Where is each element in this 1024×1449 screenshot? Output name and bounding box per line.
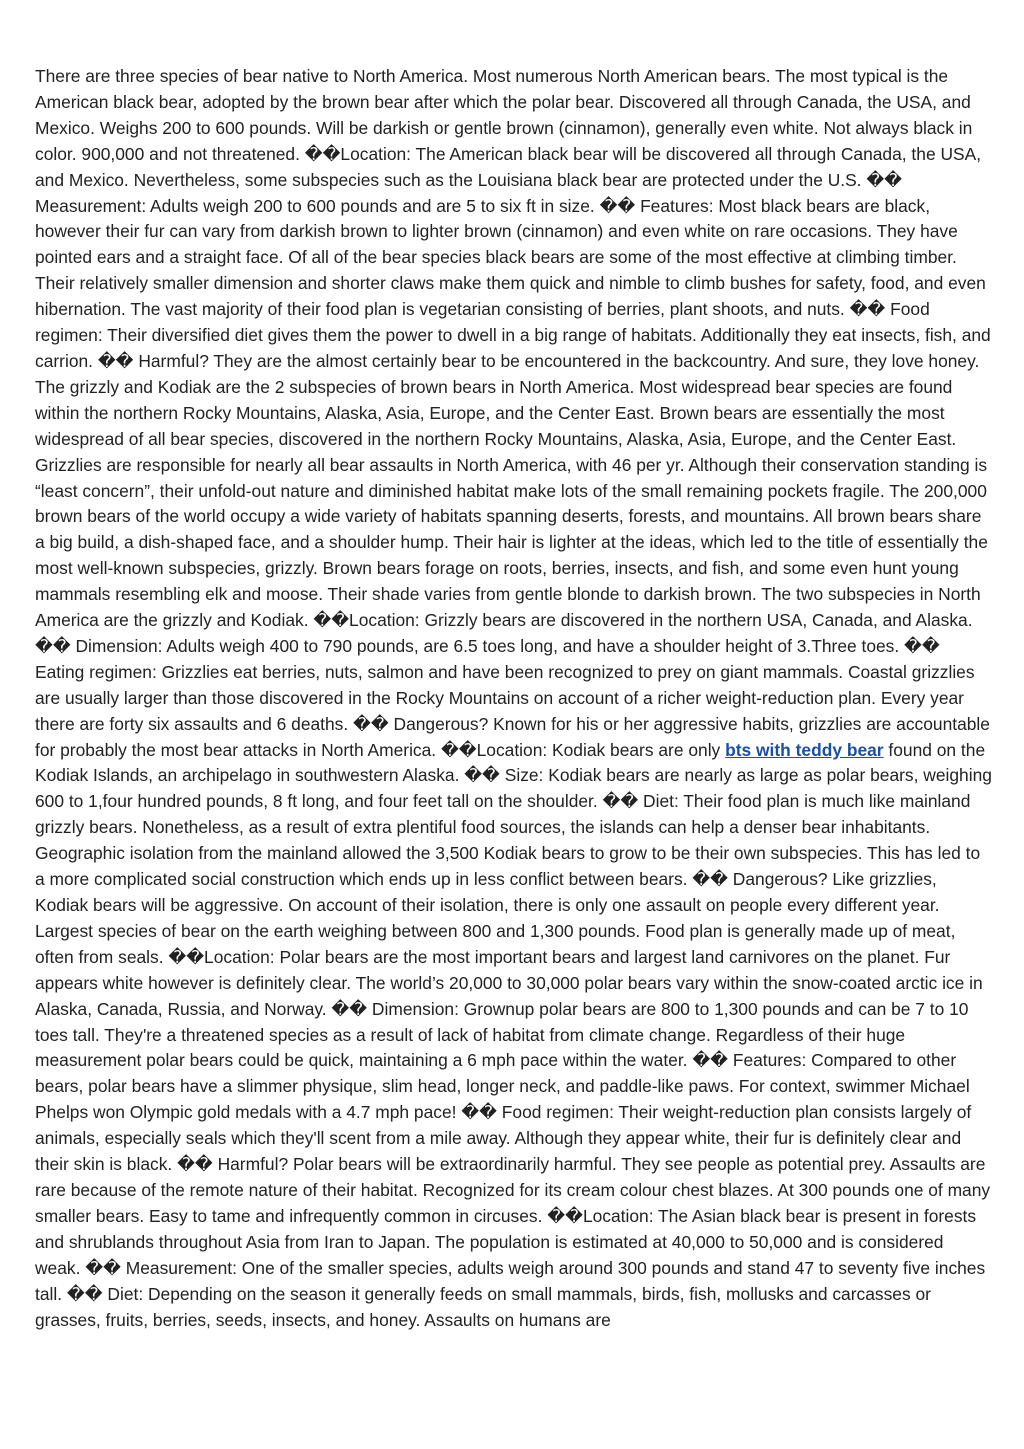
article-page (35, 64, 993, 1333)
article-body (35, 64, 993, 1333)
article-text-after-link: found on the Kodiak Islands, an archipelago in southwestern Alaska. �� Size: Kodiak bears are nearly as large as polar bears, weighing 600 to 1,four hundred pounds, 8 ft long, and four feet tall on the shoulder. �� Diet: Their food plan is much like mainland grizzly bears. Nonetheless, as a result of extra plentiful food sources, the islands can help a denser bear inhabitants. Geographic isolation from the mainland allowed the 3,500 Kodiak bears to grow to be their own subspecies. This has led to a more complicated social construction which ends up in less conflict between bears. �� Dangerous? Like grizzlies, Kodiak bears will be aggressive. On account of their isolation, there is only one assault on people every different year. Largest species of bear on the earth weighing between 800 and 1,300 pounds. Food plan is generally made up of meat, often from seals. ��Location: Polar bears are the most important bears and largest land carnivores on the planet. Fur appears white however is definitely clear. The world’s 20,000 to 30,000 polar bears vary within the snow-coated arctic ice in Alaska, Canada, Russia, and Norway. �� Dimension: Grownup polar bears are 800 to 1,300 pounds and can be 7 to 10 toes tall. They're a threatened species as a result of lack of habitat from climate change. Regardless of their huge measurement polar bears could be quick, maintaining a 6 mph pace within the water. �� Features: Compared to other bears, polar bears have a slimmer physique, slim head, longer neck, and paddle-like paws. For context, swimmer Michael Phelps won Olympic gold medals with a 4.7 mph pace! �� Food regimen: Their weight-reduction plan consists largely of animals, especially seals which they'll scent from a mile away. Although they appear white, their fur is definitely clear and their skin is black. �� Harmful? Polar bears will be extraordinarily harmful. They see people as potential prey. Assaults are rare because of the remote nature of their habitat. Recognized for its cream colour chest blazes. At 300 pounds one of many smaller bears. Easy to tame and infrequently common in circuses. ��Location: The Asian black bear is present in forests and shrublands throughout Asia from Iran to Japan. The population is estimated at 40,000 to 50,000 and is considered weak. �� Measurement: One of the smaller species, adults weigh around 300 pounds and stand 47 to seventy five inches tall. �� Diet: Depending on the season it generally feeds on small mammals, birds, fish, mollusks and carcasses or grasses, fruits, berries, seeds, insects, and honey. Assaults on humans are (35, 739, 992, 1330)
article-text-before-link: There are three species of bear native to North America. Most numerous North American bears. The most typical is the American black bear, adopted by the brown bear after which the polar bear. Discovered all through Canada, the USA, and Mexico. Weighs 200 to 600 pounds. Will be darkish or gentle brown (cinnamon), generally even white. Not always black in color. 900,000 and not threatened. ��Location: The American black bear will be discovered all through Canada, the USA, and Mexico. Nevertheless, some subspecies such as the Louisiana black bear are protected under the U.S. �� Measurement: Adults weigh 200 to 600 pounds and are 5 to six ft in size. �� Features: Most black bears are black, however their fur can vary from darkish brown to lighter brown (cinnamon) and even white on rare occasions. They have pointed ears and a straight face. Of all of the bear species black bears are some of the most effective at climbing timber. Their relatively smaller dimension and shorter claws make them quick and nimble to climb bushes for safety, food, and even hibernation. The vast majority of their food plan is vegetarian consisting of berries, plant shoots, and nuts. �� Food regimen: Their diversified diet gives them the power to dwell in a big range of habitats. Additionally they eat insects, fish, and carrion. �� Harmful? They are the almost certainly bear to be encountered in the backcountry. And sure, they love honey. The grizzly and Kodiak are the 2 subspecies of brown bears in North America. Most widespread bear species are found within the northern Rocky Mountains, Alaska, Asia, Europe, and the Center East. Brown bears are essentially the most widespread of all bear species, discovered in the northern Rocky Mountains, Alaska, Asia, Europe, and the Center East. Grizzlies are responsible for nearly all bear assaults in North America, with 46 per yr. Although their conservation standing is “least concern”, their unfold-out nature and diminished habitat make lots of the small remaining pockets fragile. The 200,000 brown bears of the world occupy a wide variety of habitats spanning deserts, forests, and mountains. All brown bears share a big build, a dish-shaped face, and a shoulder hump. Their hair is lighter at the ideas, which led to the title of essentially the most well-known subspecies, grizzly. Brown bears forage on roots, berries, insects, and fish, and some even hunt young mammals resembling elk and moose. Their shade varies from gentle blonde to darkish brown. The two subspecies in North America are the grizzly and Kodiak. ��Location: Grizzly bears are discovered in the northern USA, Canada, and Alaska. �� Dimension: Adults weigh 400 to 790 pounds, are 6.5 toes long, and have a shoulder height of 3.Three toes. �� Eating regimen: Grizzlies eat berries, nuts, salmon and have been recognized to prey on giant mammals. Coastal grizzlies are usually larger than those discovered in the Rocky Mountains on account of a richer weight-reduction plan. Every year there are forty six assaults and 6 deaths. �� Dangerous? Known for his or her aggressive habits, grizzlies are accountable for probably the most bear attacks in North America. ��Location: Kodiak bears are only (35, 66, 991, 760)
bts-teddy-bear-link[interactable]: bts with teddy bear (725, 739, 884, 760)
